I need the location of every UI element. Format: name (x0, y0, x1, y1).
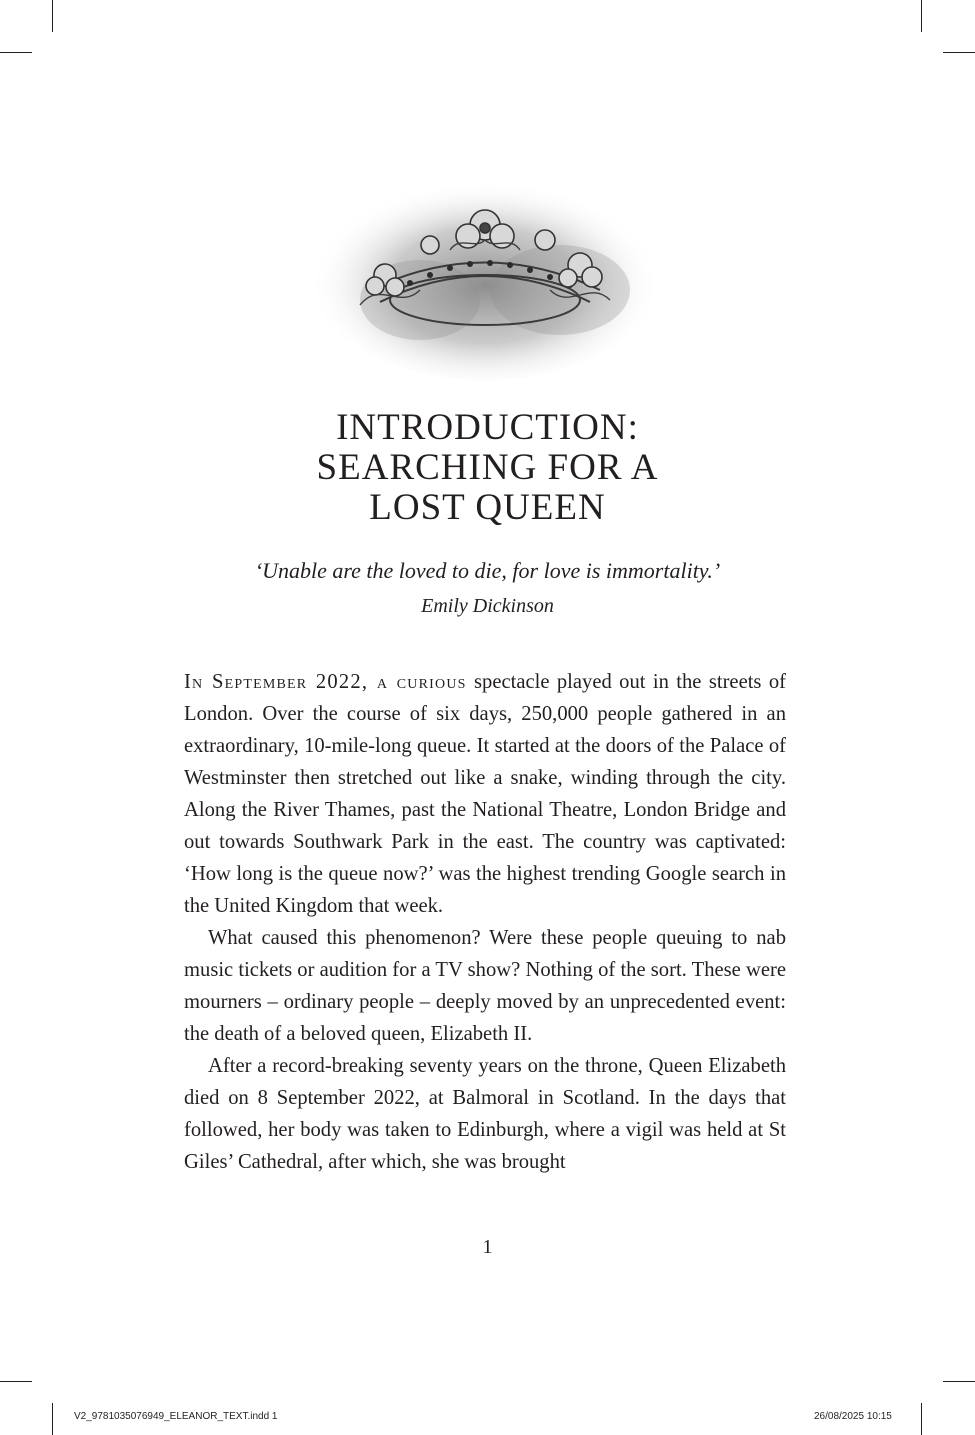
slug-filename: V2_9781035076949_ELEANOR_TEXT.indd 1 (74, 1411, 278, 1422)
epigraph-author: Emily Dickinson (421, 595, 554, 617)
paragraph (184, 666, 786, 922)
crop-mark (0, 1381, 32, 1382)
opening-small-caps: In September 2022, a curious (184, 671, 467, 693)
crop-mark (943, 52, 975, 53)
paragraph-text: spectacle played out in the streets of London. Over the course of six days, 250,000 people gathered in an extraordinary, 10-mile-long queue. It started at the doors of the Palace of Westminster then stretched out like a snake, winding through the city. Along the River Thames, past the National Theatre, London Bridge and out towards Southwark Park in the east. The country was captivated: ‘How long is the queue now?’ was the highest trending Google search in the United Kingdom that week. (184, 671, 786, 917)
crop-mark (52, 1403, 53, 1435)
paragraph: What caused this phenomenon? Were these people queuing to nab music tickets or audition for a TV show? Nothing of the sort. These were mourners – ordinary people – deeply moved by an unprecedented event: the death of a beloved queen, Elizabeth II. (184, 927, 786, 1045)
page-number: 1 (482, 1236, 493, 1258)
crop-mark (0, 52, 32, 53)
crop-mark (921, 0, 922, 32)
slug-timestamp: 26/08/2025 10:15 (814, 1411, 892, 1422)
crop-mark (921, 1403, 922, 1435)
body-text (184, 666, 786, 1178)
chapter-title-line: SEARCHING FOR A (316, 447, 659, 488)
crop-mark (943, 1381, 975, 1382)
chapter-title (0, 408, 975, 528)
crop-mark (52, 0, 53, 32)
chapter-title-line: INTRODUCTION: (336, 407, 639, 448)
chapter-title-line: LOST QUEEN (369, 487, 606, 528)
crown-illustration (300, 140, 670, 380)
paragraph: After a record-breaking seventy years on the throne, Queen Elizabeth died on 8 September 2022, at Balmoral in Scotland. In the days that followed, her body was taken to Edinburgh, where a vigil was held at St Giles’ Cathedral, after which, she was brought (184, 1055, 786, 1173)
epigraph-quote: ‘Unable are the loved to die, for love is immortality.’ (254, 558, 721, 583)
